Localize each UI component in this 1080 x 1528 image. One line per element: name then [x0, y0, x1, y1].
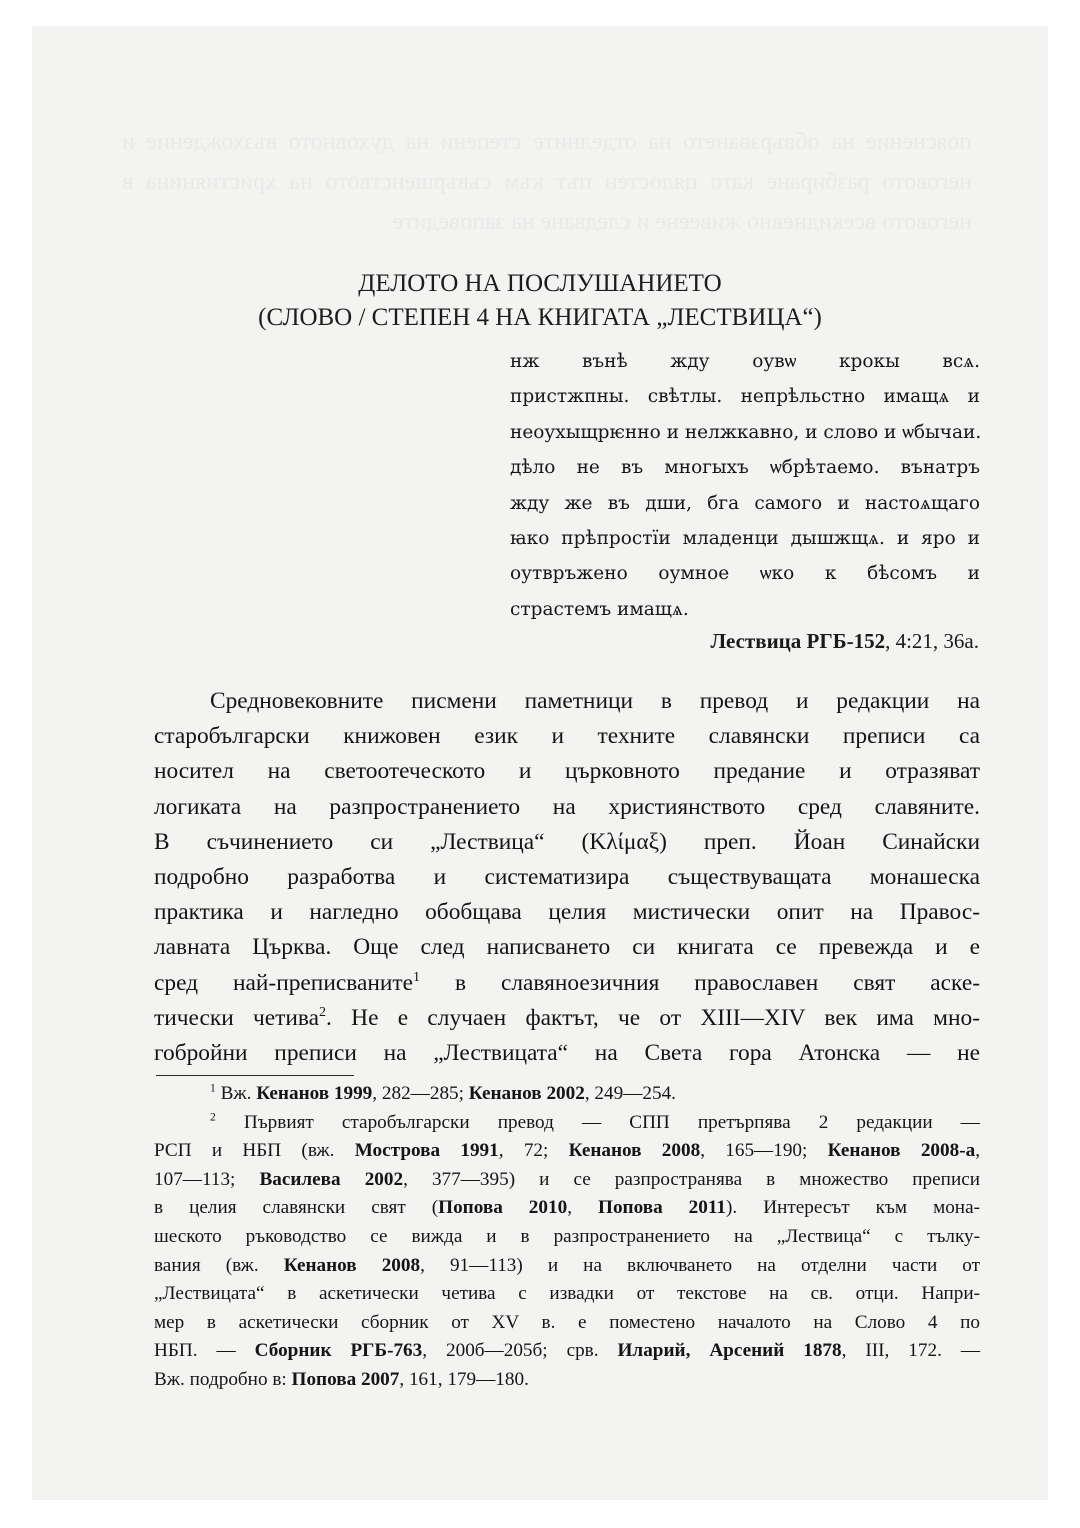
note-text: , 72; — [498, 1140, 569, 1162]
line-segment: . Не е случаен фактът, че от XIII—XIV век има мно- — [326, 1004, 980, 1031]
footnote-ref-1[interactable]: 1 — [412, 968, 420, 985]
footnote-ref-2[interactable]: 2 — [319, 1004, 327, 1021]
paragraph-line: гобройни преписи на „Лествицата“ на Света гора Атонска — не — [154, 1040, 980, 1067]
footnote-2 — [154, 1109, 980, 1395]
note-text: , III, 172. — — [841, 1340, 981, 1362]
epigraph-line: нж вънѣ жду оувѡ крокы всѧ. — [510, 351, 980, 372]
note-text: 107—113; — [154, 1168, 260, 1190]
note-text: , 161, 179—180. — [399, 1368, 529, 1390]
note-line: шеското ръководство се вижда и в разпространението на „Лествица“ с тълку- — [154, 1225, 980, 1247]
epigraph-line: дѣло не въ многыхъ ѡбрѣтаемо. вънатръ — [510, 457, 980, 479]
epigraph-line: оутвръжено оумное ѡко к бѣсомъ и — [510, 563, 980, 585]
note-text: , 282—285; — [372, 1083, 469, 1104]
note-text: , 91—113) и на включването на отделни части от — [420, 1254, 981, 1276]
chapter-subtitle: (СЛОВО / СТЕПЕН 4 НА КНИГАТА „ЛЕСТВИЦА“) — [258, 304, 822, 331]
epigraph-line: жду же въ дши, бга самого и настоѧщаго — [510, 492, 980, 514]
footnotes — [154, 1080, 980, 1395]
line-segment: сред най-преписваните — [154, 969, 413, 996]
footnote-1 — [154, 1080, 980, 1109]
note-text: , 377—395) и се разпространява в множество преписи — [403, 1168, 980, 1190]
paragraph-line: старобългарски книжовен език и техните славянски преписи са — [154, 723, 980, 750]
note-line: мер в аскетически сборник от XV в. е поместено началото на Слово 4 по — [154, 1311, 980, 1333]
church-slavonic-epigraph — [510, 344, 980, 627]
note-text: в целия славянски свят ( — [154, 1197, 439, 1219]
paragraph-line: Средновековните писмени паметници в превод и редакции на — [210, 688, 980, 714]
paragraph-line: лавната Църква. Още след написването си книгата се превежда и е — [154, 934, 980, 961]
paragraph-line: практика и нагледно обобщава целия мистически опит на Правос- — [154, 899, 980, 926]
note-citation: Попова 2010 — [438, 1197, 568, 1219]
source-title: Лествица РГБ-152 — [710, 629, 886, 653]
paragraph-line: В съчинението си „Лествица“ (Κλίμαξ) преп. Йоан Синайски — [154, 828, 980, 855]
note-citation: Кенанов 2002 — [468, 1083, 585, 1104]
epigraph-line: ꙗко прѣпростїи младенци дышжщѧ. и яро и — [510, 528, 980, 550]
note-text: Вж. подробно в: — [154, 1368, 292, 1390]
note-line — [154, 1252, 980, 1281]
chapter-title: ДЕЛОТО НА ПОСЛУШАНИЕТО — [358, 270, 722, 297]
paragraph-line: носител на светоотеческото и църковното предание и отразяват — [154, 758, 980, 785]
note-text: , 200б—205б; срв. — [422, 1340, 618, 1362]
note-text: , 249—254. — [584, 1083, 676, 1104]
note-line — [154, 1366, 980, 1395]
note-text: ). Интересът към мона- — [726, 1197, 980, 1219]
note-citation: Иларий, Арсений 1878 — [617, 1340, 842, 1362]
note-line — [154, 1166, 980, 1195]
main-paragraph — [154, 684, 980, 1071]
note-citation: Попова 2011 — [598, 1197, 726, 1219]
line-segment: тически четива — [154, 1004, 320, 1031]
footnote-number: 1 — [210, 1082, 216, 1095]
note-text: вания (вж. — [154, 1254, 284, 1276]
note-text: Първият старобългарски превод — СПП претърпява 2 редакции — — [215, 1111, 980, 1133]
show-through-texture: пояснение на обвързването на отделните степени на духовното възхождение и неговото разбиране като цялостен път към съвършенството на християнина в неговото всекидневно живеене и следване на заповедите — [122, 129, 972, 235]
paragraph-line: логиката на разпространението на християнството сред славяните. — [154, 793, 980, 820]
note-text: РСП и НБП (вж. — [154, 1140, 355, 1162]
note-citation: Василева 2002 — [259, 1168, 404, 1190]
epigraph-line: неоухыщрѥнно и нелжкавно, и слово и ѡбычаи. — [510, 421, 982, 443]
note-line — [154, 1337, 980, 1366]
line-segment: в славяноезичния православен свят аске- — [420, 969, 981, 996]
chapter-heading — [32, 267, 1048, 335]
note-text: , — [567, 1197, 599, 1219]
note-citation: Кенанов 2008 — [283, 1254, 421, 1276]
note-line — [154, 1194, 980, 1223]
note-citation: Кенанов 1999 — [256, 1083, 373, 1104]
footnote-divider — [156, 1075, 354, 1076]
note-text: , — [975, 1140, 980, 1162]
paragraph-line: подробно разработва и систематизира съществуващата монашеска — [154, 864, 980, 891]
note-citation: Кенанов 2008-а — [827, 1140, 976, 1162]
source-ref: , 4:21, 36а. — [885, 629, 979, 653]
book-page — [32, 26, 1048, 1500]
epigraph-line: страстемъ имащѧ. — [510, 598, 689, 620]
note-citation: Кенанов 2008 — [568, 1140, 701, 1162]
paragraph-line — [154, 1001, 980, 1036]
note-line — [154, 1137, 980, 1166]
paragraph-line — [154, 966, 980, 1001]
note-citation: Мострова 1991 — [354, 1140, 499, 1162]
note-line: „Лествицата“ в аскетически четива с извадки от текстове на св. отци. Напри- — [154, 1283, 980, 1305]
epigraph-source — [711, 626, 979, 656]
note-text: Вж. — [215, 1083, 257, 1104]
note-text: , 165—190; — [700, 1140, 828, 1162]
note-line — [154, 1109, 980, 1138]
epigraph-line: пристжпны. свѣтлы. непрѣльстно имащѧ и — [510, 386, 980, 408]
note-citation: Сборник РГБ-763 — [254, 1340, 423, 1362]
note-text: НБП. — — [154, 1340, 255, 1362]
footnote-number: 2 — [210, 1111, 216, 1124]
note-citation: Попова 2007 — [291, 1368, 400, 1390]
